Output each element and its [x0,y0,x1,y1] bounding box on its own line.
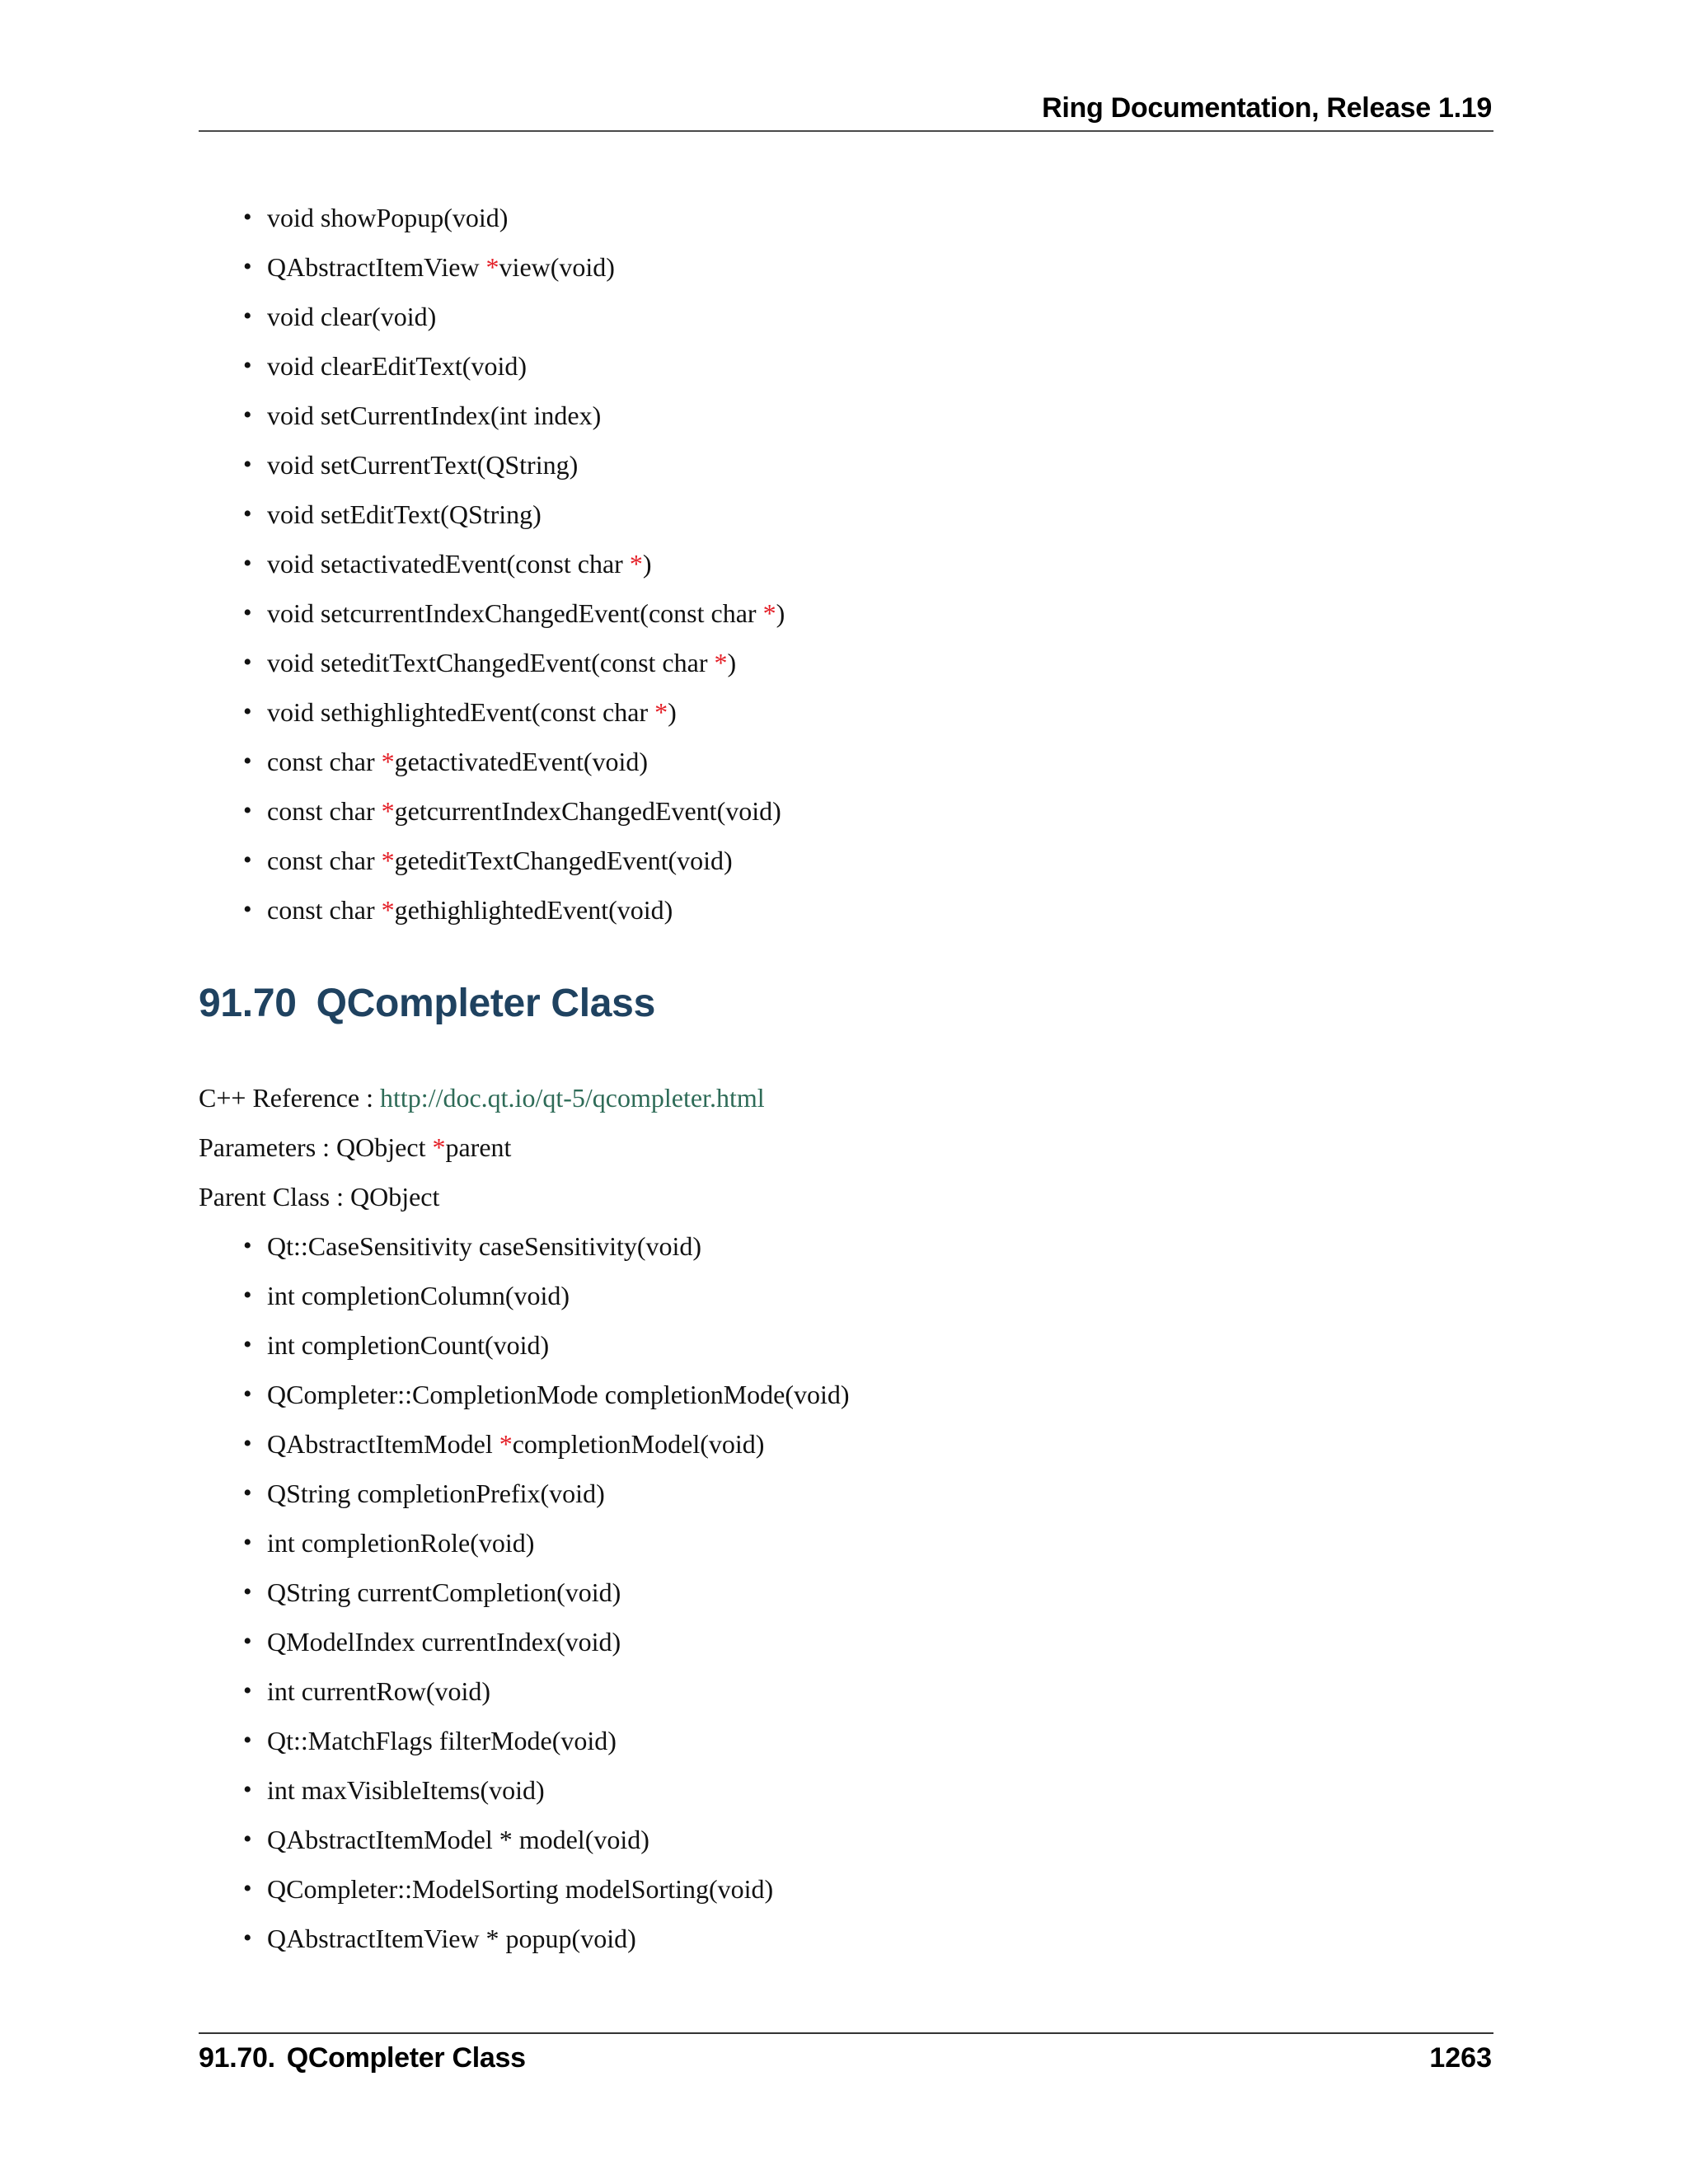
method-signature: void setEditText(QString) [267,499,542,529]
method-list-qcombobox [199,193,785,935]
section-number: 91.70 [199,982,297,1025]
list-item [199,1271,850,1320]
bullet-icon: • [243,1479,252,1507]
parameters-name: parent [445,1132,512,1162]
parameters-line [199,1122,511,1172]
method-signature-tail: ) [776,598,785,628]
list-item [199,1419,850,1469]
bullet-icon: • [243,253,252,280]
parent-class-line: Parent Class : QObject [199,1182,440,1212]
bullet-icon: • [243,1875,252,1902]
method-signature: QCompleter::ModelSorting modelSorting(void) [267,1874,774,1904]
bullet-icon: • [243,302,252,330]
method-signature-tail: ) [727,648,737,677]
list-item [199,1815,850,1864]
method-signature: const char [267,846,382,875]
bullet-icon: • [243,1529,252,1556]
cpp-reference-link[interactable]: http://doc.qt.io/qt-5/qcompleter.html [380,1083,765,1113]
list-item [199,1716,850,1765]
list-item [199,193,785,242]
list-item [199,242,785,292]
method-signature: Qt::MatchFlags filterMode(void) [267,1726,617,1755]
method-signature: int completionRole(void) [267,1528,535,1558]
list-item [199,1221,850,1271]
bullet-icon: • [243,1430,252,1457]
pointer-star: * [381,747,395,776]
method-signature: const char [267,796,382,826]
bullet-icon: • [243,1776,252,1803]
method-signature: QCompleter::CompletionMode completionMode(void) [267,1380,850,1409]
bullet-icon: • [243,1628,252,1655]
bullet-icon: • [243,797,252,824]
method-signature: void clear(void) [267,302,437,331]
bullet-icon: • [243,352,252,379]
bullet-icon: • [243,896,252,923]
list-item [199,1617,850,1666]
bullet-icon: • [243,1232,252,1259]
pointer-star: * [714,648,728,677]
method-signature: void seteditTextChangedEvent(const char [267,648,715,677]
list-item [199,687,785,737]
list-item [199,391,785,440]
bullet-icon: • [243,1677,252,1704]
list-item [199,1914,850,1963]
bullet-icon: • [243,1578,252,1605]
pointer-star: * [381,846,395,875]
method-signature-tail: completionModel(void) [512,1429,765,1459]
list-item [199,490,785,539]
method-signature: void showPopup(void) [267,203,509,232]
list-item [199,737,785,786]
pointer-star: * [381,796,395,826]
method-signature: QAbstractItemView * popup(void) [267,1924,636,1953]
list-item [199,836,785,885]
method-signature: Qt::CaseSensitivity caseSensitivity(void) [267,1231,702,1261]
section-title: QCompleter Class [316,982,655,1025]
method-signature: int currentRow(void) [267,1676,491,1706]
footer-section-title: QCompleter Class [286,2042,526,2074]
list-item [199,1568,850,1617]
list-item [199,1666,850,1716]
bullet-icon: • [243,550,252,577]
method-signature-tail: geteditTextChangedEvent(void) [394,846,733,875]
method-signature: const char [267,895,382,925]
bullet-icon: • [243,1727,252,1754]
list-item [199,440,785,490]
method-signature: const char [267,747,382,776]
list-item [199,588,785,638]
pointer-star: * [499,1429,513,1459]
method-list-qcompleter [199,1221,850,1963]
parameters-label: Parameters : QObject [199,1132,433,1162]
list-item [199,1469,850,1518]
method-signature: void sethighlightedEvent(const char [267,697,655,727]
list-item [199,1370,850,1419]
bullet-icon: • [243,204,252,231]
list-item [199,1518,850,1568]
bullet-icon: • [243,1825,252,1853]
list-item [199,341,785,391]
page-number: 1263 [1429,2042,1492,2074]
bullet-icon: • [243,451,252,478]
list-item [199,885,785,935]
method-signature: QAbstractItemModel [267,1429,499,1459]
method-signature-tail: ) [668,697,677,727]
method-signature: void setCurrentIndex(int index) [267,401,602,430]
method-signature: QAbstractItemView [267,252,486,282]
page-footer [199,2032,1493,2083]
footer-section-label [199,2042,526,2074]
method-signature: int completionColumn(void) [267,1281,570,1310]
method-signature: void clearEditText(void) [267,351,527,381]
cpp-reference-line [199,1073,765,1122]
bullet-icon: • [243,649,252,676]
list-item [199,1864,850,1914]
method-signature-tail: gethighlightedEvent(void) [394,895,673,925]
list-item [199,1765,850,1815]
bullet-icon: • [243,748,252,775]
bullet-icon: • [243,1380,252,1408]
method-signature: QModelIndex currentIndex(void) [267,1627,621,1657]
bullet-icon: • [243,1331,252,1358]
bullet-icon: • [243,1924,252,1952]
bullet-icon: • [243,599,252,626]
pointer-star: * [654,697,668,727]
cpp-reference-label: C++ Reference : [199,1083,380,1113]
section-heading [199,981,655,1026]
list-item [199,539,785,588]
list-item [199,1320,850,1370]
method-signature-tail: view(void) [499,252,615,282]
method-signature: void setcurrentIndexChangedEvent(const char [267,598,763,628]
pointer-star: * [629,549,643,579]
method-signature: void setactivatedEvent(const char [267,549,630,579]
footer-section-number: 91.70. [199,2042,275,2074]
bullet-icon: • [243,846,252,874]
method-signature-tail: getactivatedEvent(void) [394,747,649,776]
bullet-icon: • [243,1282,252,1309]
method-signature: void setCurrentText(QString) [267,450,579,480]
bullet-icon: • [243,401,252,429]
list-item [199,638,785,687]
pointer-star: * [381,895,395,925]
method-signature: int maxVisibleItems(void) [267,1775,545,1805]
method-signature: QString currentCompletion(void) [267,1577,621,1607]
method-signature-tail: ) [642,549,652,579]
list-item [199,292,785,341]
list-item [199,786,785,836]
method-signature: int completionCount(void) [267,1330,550,1360]
bullet-icon: • [243,698,252,725]
bullet-icon: • [243,500,252,527]
method-signature: QAbstractItemModel * model(void) [267,1825,649,1854]
document-title: Ring Documentation, Release 1.19 [1042,92,1492,124]
pointer-star: * [485,252,499,282]
method-signature-tail: getcurrentIndexChangedEvent(void) [394,796,781,826]
pointer-star: * [432,1132,446,1162]
page-header [199,89,1493,132]
method-signature: QString completionPrefix(void) [267,1479,605,1508]
pointer-star: * [762,598,776,628]
